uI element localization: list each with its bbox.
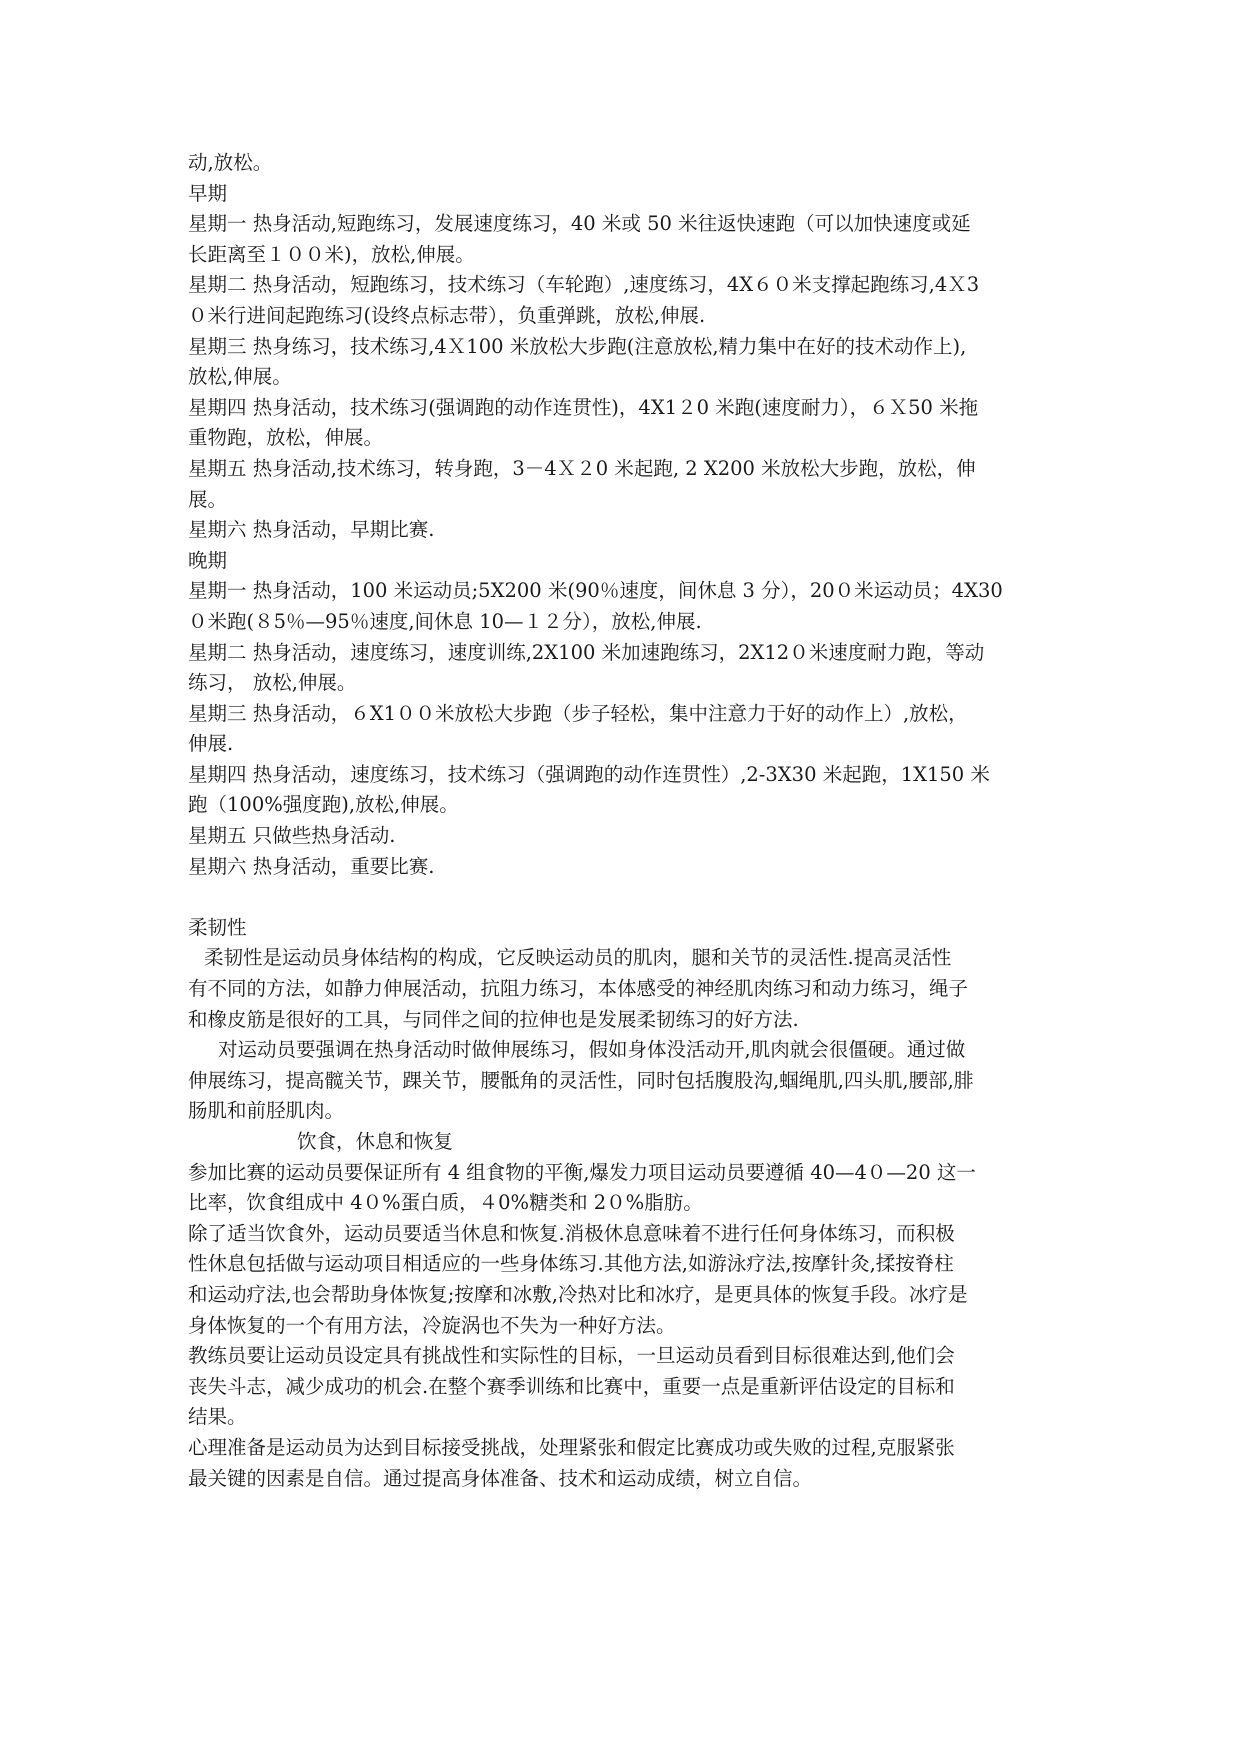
text-line: 柔韧性是运动员身体结构的构成，它反映运动员的肌肉，腿和关节的灵活性.提高灵活性	[204, 946, 952, 970]
text-line: 星期二 热身活动，短跑练习，技术练习（车轮跑）,速度练习，4X６０米支撑起跑练习,4Ｘ3	[188, 273, 980, 297]
text-line: 练习， 放松,伸展。	[188, 671, 357, 695]
text-line: 动,放松。	[188, 151, 273, 174]
text-line: ０米跑(８5％—95％速度,间休息 10—１２分），放松,伸展.	[188, 609, 702, 633]
text-line: 星期二 热身活动，速度练习，速度训练,2X100 米加速跑练习，2X12０米速度耐力跑，等动	[188, 640, 985, 664]
text-line: 长距离至１００米)，放松,伸展。	[188, 242, 475, 266]
section-heading-diet: 饮食，休息和恢复	[297, 1130, 454, 1153]
text-line: 身体恢复的一个有用方法，冷旋涡也不失为一种好方法。	[188, 1313, 676, 1337]
text-line: 伸展.	[188, 732, 234, 756]
text-line: 星期六 热身活动，早期比赛.	[188, 518, 435, 542]
text-line: 星期四 热身活动，技术练习(强调跑的动作连贯性)，4X1２0 米跑(速度耐力），６Ｘ50 米拖	[188, 395, 979, 419]
text-line: 星期三 热身活动，６X1００米放松大步跑（步子轻松，集中注意力于好的动作上）,放松，	[188, 701, 968, 725]
text-line: 星期四 热身活动，速度练习，技术练习（强调跑的动作连贯性）,2-3X30 米起跑，1X150 米	[188, 762, 990, 786]
text-line: 心理准备是运动员为达到目标接受挑战，处理紧张和假定比赛成功或失败的过程,克服紧张	[188, 1435, 955, 1459]
document-page	[188, 148, 1058, 1494]
text-line: 有不同的方法，如静力伸展活动，抗阻力练习，本体感受的神经肌肉练习和动力练习，绳子	[188, 977, 969, 1001]
text-line: 跑（100%强度跑),放松,伸展。	[188, 793, 459, 817]
section-heading-flexibility: 柔韧性	[188, 915, 247, 939]
text-line: 和运动疗法,也会帮助身体恢复;按摩和冰敷,冷热对比和冰疗，是更具体的恢复手段。冰疗是	[188, 1282, 968, 1306]
text-line: 教练员要让运动员设定具有挑战性和实际性的目标，一旦运动员看到目标很难达到,他们会	[188, 1344, 955, 1368]
text-line: 放松,伸展。	[188, 365, 292, 389]
text-line: 星期一 热身活动,短跑练习，发展速度练习，40 米或 50 米往返快速跑（可以加快速度或延	[188, 212, 971, 236]
text-line: 肠肌和前胫肌肉。	[188, 1099, 345, 1123]
text-line: 星期三 热身练习，技术练习,4Ｘ100 米放松大步跑(注意放松,精力集中在好的技术动作上),	[188, 334, 967, 358]
section-heading-late: 晚期	[188, 548, 228, 572]
text-line: 和橡皮筋是很好的工具，与同伴之间的拉伸也是发展柔韧练习的好方法.	[188, 1007, 799, 1031]
text-line: 星期一 热身活动，100 米运动员;5X200 米(90％速度，间休息 3 分），20０米运动员；4X30	[188, 579, 1003, 603]
text-line: 最关键的因素是自信。通过提高身体准备、技术和运动成绩，树立自信。	[188, 1466, 813, 1490]
text-line: 对运动员要强调在热身活动时做伸展练习，假如身体没活动开,肌肉就会很僵硬。通过做	[218, 1038, 966, 1062]
text-line: 伸展练习，提高髋关节，踝关节，腰骶角的灵活性，同时包括腹股沟,蝈绳肌,四头肌,腰部,腓	[188, 1068, 974, 1092]
text-line: 性休息包括做与运动项目相适应的一些身体练习.其他方法,如游泳疗法,按摩针灸,揉按脊柱	[188, 1252, 954, 1276]
text-line: ０米行进间起跑练习(设终点标志带），负重弹跳，放松,伸展.	[188, 303, 706, 327]
text-line: 结果。	[188, 1405, 247, 1429]
text-line: 参加比赛的运动员要保证所有 4 组食物的平衡,爆发力项目运动员要遵循 40—4０—20 这一	[188, 1160, 976, 1184]
text-line: 星期五 只做些热身活动.	[188, 824, 396, 848]
section-heading-early: 早期	[188, 181, 228, 205]
text-line: 星期六 热身活动，重要比赛.	[188, 854, 435, 878]
text-line: 丧失斗志，减少成功的机会.在整个赛季训练和比赛中，重要一点是重新评估设定的目标和	[188, 1374, 955, 1398]
blank-line	[188, 882, 1058, 913]
text-line: 除了适当饮食外，运动员要适当休息和恢复.消极休息意味着不进行任何身体练习，而积极	[188, 1221, 955, 1245]
text-line: 比率，饮食组成中 4０%蛋白质，４0%糖类和 2０%脂肪。	[188, 1191, 703, 1215]
text-line: 展。	[188, 487, 228, 511]
text-line: 重物跑，放松，伸展。	[188, 426, 384, 450]
text-line: 星期五 热身活动,技术练习，转身跑，3－4Ｘ２0 米起跑, 2 X200 米放松大步跑，放松，伸	[188, 456, 976, 480]
